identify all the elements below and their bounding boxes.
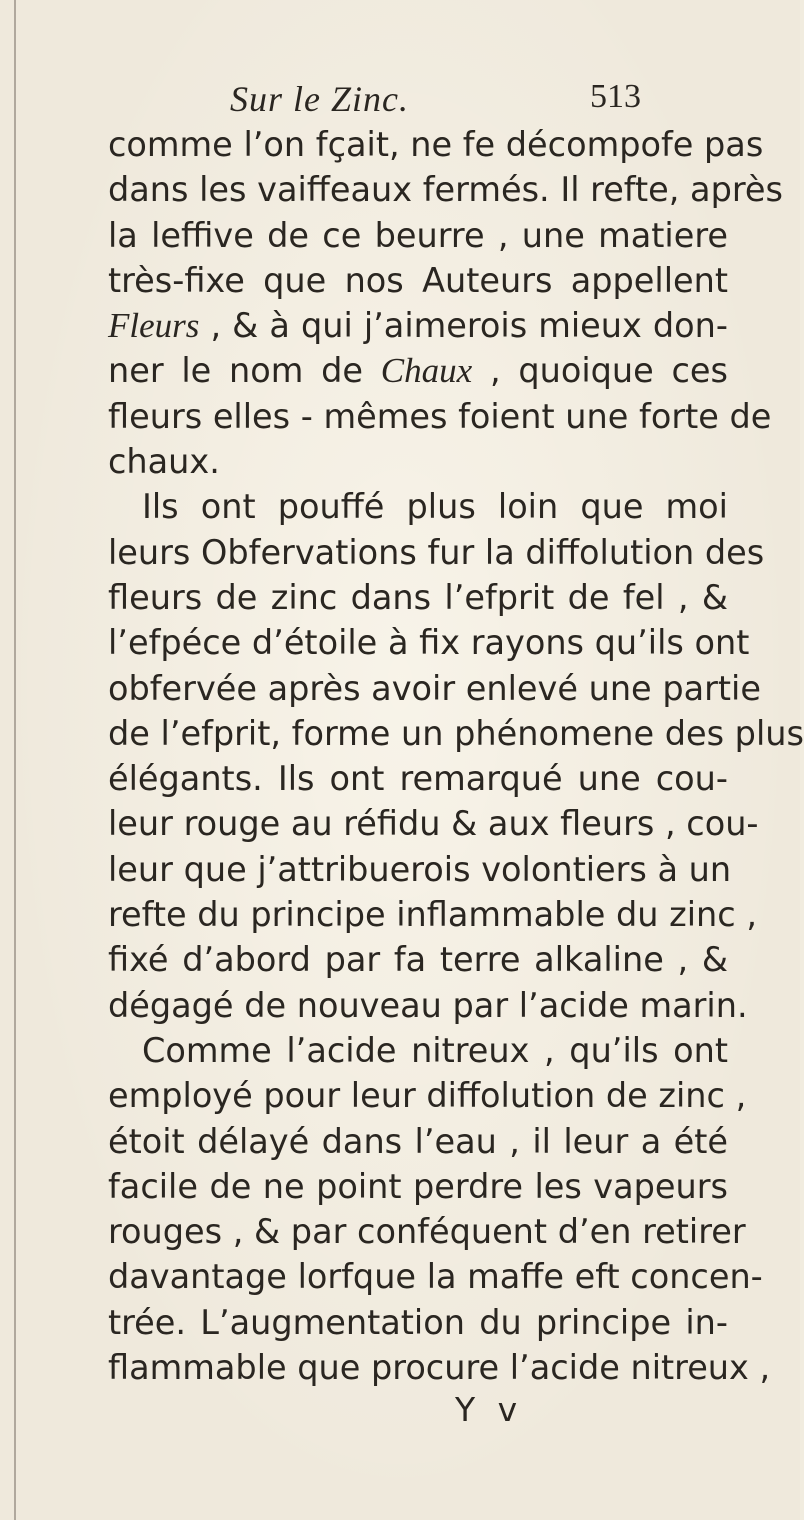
text-line: chaux.	[108, 442, 220, 482]
italic-term-chaux: Chaux	[380, 351, 473, 391]
text-line: très-fixe que nos Auteurs appellent	[108, 260, 728, 300]
text-line: Comme l’acide nitreux , qu’ils ont	[142, 1030, 728, 1070]
text-line: fixé d’abord par fa terre alkaline , &	[108, 940, 728, 980]
text-line	[108, 348, 728, 393]
text-line: élégants. Ils ont remarqué une cou-	[108, 759, 728, 799]
text-line: rouges , & par conféquent d’en retirer	[108, 1212, 746, 1252]
text-segment: , & à qui j’aimerois mieux don-	[199, 306, 728, 346]
text-line: facile de ne point perdre les vapeurs	[108, 1166, 728, 1206]
running-head	[0, 78, 800, 128]
text-line: de l’efprit, forme un phénomene des plus	[108, 713, 804, 753]
binding-edge	[14, 0, 16, 1520]
running-title: Sur le Zinc.	[230, 79, 409, 119]
text-line: fleurs elles - mêmes foient une forte de	[108, 396, 772, 436]
text-line: leur que j’attribuerois volontiers à un	[108, 849, 732, 889]
text-line	[108, 303, 728, 348]
text-line: leurs Obfervations fur la diffolution des	[108, 532, 765, 572]
text-line: dans les vaiffeaux fermés. Il refte, après	[108, 170, 783, 210]
text-segment: , quoique ces	[472, 351, 728, 391]
text-segment: ner le nom de	[108, 351, 381, 391]
text-line: leur rouge au réfidu & aux fleurs , cou-	[108, 804, 759, 844]
text-line: trée. L’augmentation du principe in-	[108, 1302, 728, 1342]
italic-term-fleurs: Fleurs	[108, 306, 200, 346]
text-line: davantage lorfque la maffe eft concen-	[108, 1257, 763, 1297]
text-line: fleurs de zinc dans l’efprit de fel , &	[108, 577, 728, 617]
text-line: dégagé de nouveau par l’acide marin.	[108, 985, 748, 1025]
text-line: refte du principe inflammable du zinc ,	[108, 895, 757, 935]
body-text	[108, 122, 804, 1390]
text-line: la leffive de ce beurre , une matiere	[108, 215, 728, 255]
text-line: Ils ont pouffé plus loin que moi	[142, 487, 728, 527]
text-line: flammable que procure l’acide nitreux ,	[108, 1348, 771, 1388]
page-number: 513	[590, 78, 641, 115]
text-line: l’efpéce d’étoile à fix rayons qu’ils ont	[108, 623, 750, 663]
text-line: employé pour leur diffolution de zinc ,	[108, 1076, 747, 1116]
text-line: obfervée après avoir enlevé une partie	[108, 668, 761, 708]
text-line: comme l’on fçait, ne fe décompofe pas	[108, 125, 764, 164]
text-line: étoit délayé dans l’eau , il leur a été	[108, 1121, 728, 1161]
signature-mark: Y v	[455, 1390, 524, 1429]
